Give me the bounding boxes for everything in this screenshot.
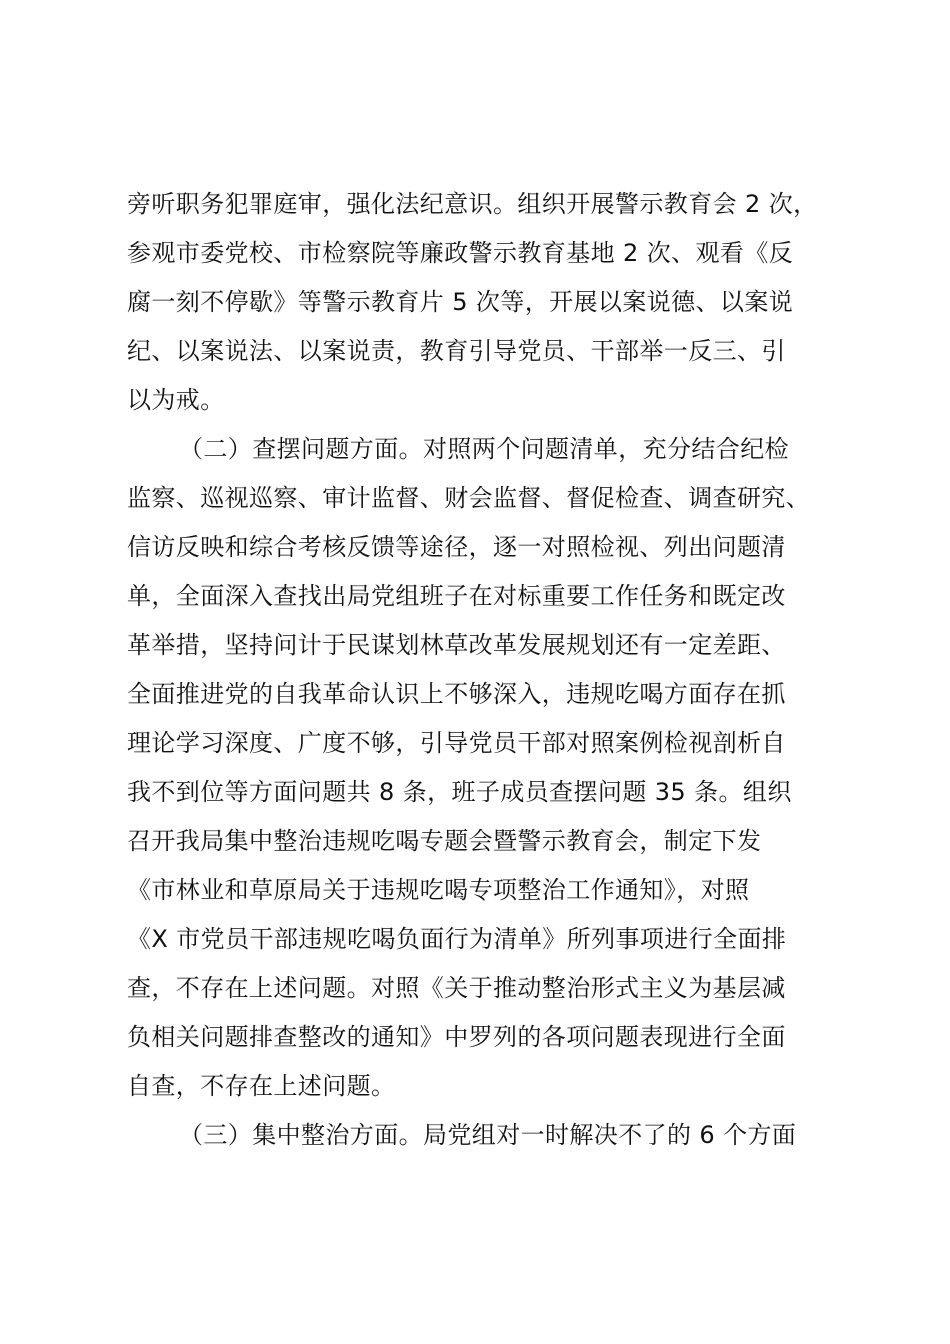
text-line: 监察、巡视巡察、审计监督、财会监督、督促检查、调查研究、 [127,484,811,512]
text-line: 《X 市党员干部违规吃喝负面行为清单》所列事项进行全面排 [127,925,787,953]
text-line: （二）查摆问题方面。对照两个问题清单，充分结合纪检 [179,435,789,463]
text-line: 革举措，坚持问计于民谋划林草改革发展规划还有一定差距、 [127,631,786,659]
text-line: 信访反映和综合考核反馈等途径，逐一对照检视、列出问题清 [127,533,786,561]
text-line: 自查，不存在上述问题。 [127,1072,396,1100]
paragraph-centralized-rectification [127,1111,847,1160]
text-line: 召开我局集中整治违规吃喝专题会暨警示教育会，制定下发 [127,827,762,855]
text-line: 负相关问题排查整改的通知》中罗列的各项问题表现进行全面 [127,1023,786,1051]
text-line: 全面推进党的自我革命认识上不够深入，违规吃喝方面存在抓 [127,680,786,708]
text-line: 腐一刻不停歇》等警示教育片 5 次等，开展以案说德、以案说 [127,288,794,316]
paragraph-warning-education [127,180,847,425]
text-line: 单，全面深入查找出局党组班子在对标重要工作任务和既定改 [127,582,786,610]
text-line: 《市林业和草原局关于违规吃喝专项整治工作通知》，对照 [127,876,750,904]
text-line: 参观市委党校、市检察院等廉政警示教育基地 2 次、观看《反 [127,239,794,267]
body-text [127,180,847,1160]
text-line: 以为戒。 [127,386,225,414]
text-line: 我不到位等方面问题共 8 条，班子成员查摆问题 35 条。组织 [127,778,792,806]
text-line: 查，不存在上述问题。对照《关于推动整治形式主义为基层减 [127,974,786,1002]
text-line: 旁听职务犯罪庭审，强化法纪意识。组织开展警示教育会 2 次， [127,190,818,218]
paragraph-problem-checking [127,425,847,1111]
text-line: （三）集中整治方面。局党组对一时解决不了的 6 个方面 [179,1121,797,1149]
text-line: 纪、以案说法、以案说责，教育引导党员、干部举一反三、引 [127,337,786,365]
text-line: 理论学习深度、广度不够，引导党员干部对照案例检视剖析自 [127,729,786,757]
